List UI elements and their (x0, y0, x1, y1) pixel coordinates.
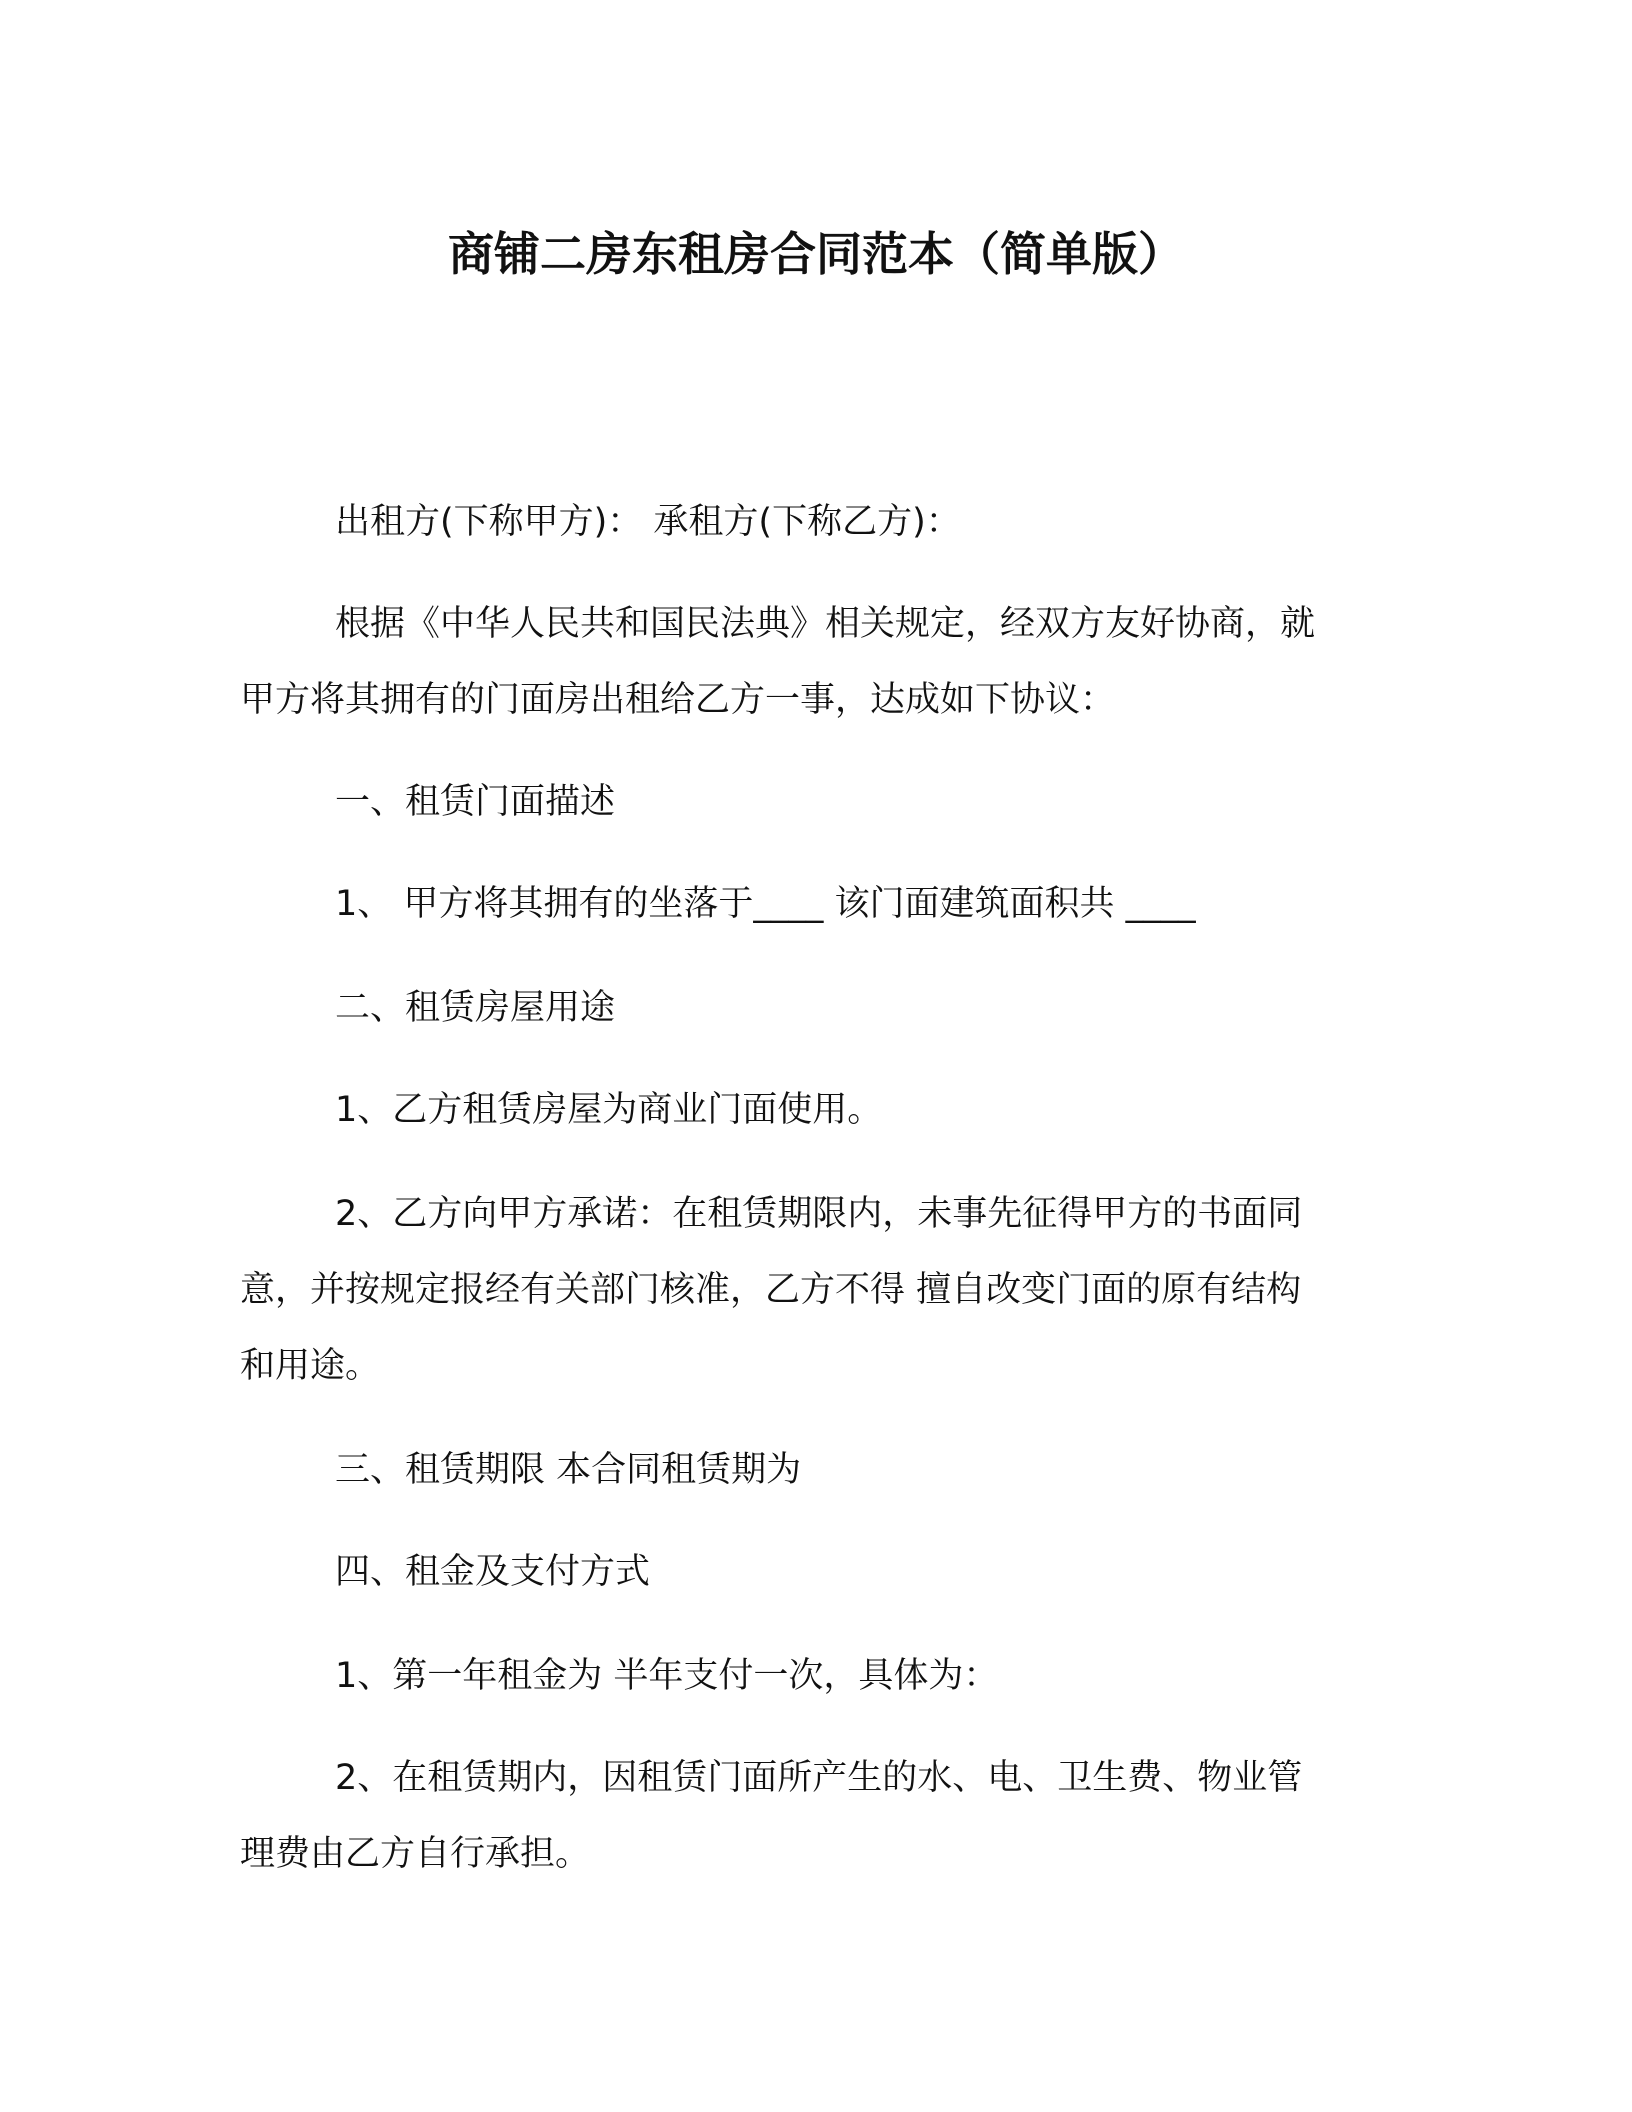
section-heading-1 (240, 764, 1380, 840)
text-line: 二、租赁房屋用途 (335, 988, 616, 1028)
text-line: 一、租赁门面描述 (335, 782, 616, 822)
text-line: 理费由乙方自行承担。 (240, 1834, 591, 1874)
document-title: 商铺二房东租房合同范本（简单版） (448, 227, 1184, 281)
clause-2-1 (240, 1072, 1380, 1148)
text-line: 根据《中华人民共和国民法典》相关规定，经双方友好协商，就 (335, 604, 1316, 644)
text-line: 2、在租赁期内，因租赁门面所产生的水、电、卫生费、物业管 (335, 1758, 1303, 1798)
text-line: 出租方(下称甲方)： 承租方(下称乙方)： (335, 502, 961, 542)
clause-4-2 (240, 1740, 1380, 1892)
parties-line (240, 484, 1380, 560)
section-heading-2 (240, 970, 1380, 1046)
clause-2-2 (240, 1176, 1380, 1404)
clause-4-1 (240, 1638, 1380, 1714)
text-line: 四、租金及支付方式 (335, 1552, 651, 1592)
section-heading-3 (240, 1432, 1380, 1508)
preamble-paragraph (240, 586, 1380, 738)
text-line: 1、 甲方将其拥有的坐落于____ 该门面建筑面积共 ____ (335, 884, 1196, 924)
text-line: 2、乙方向甲方承诺：在租赁期限内，未事先征得甲方的书面同 (335, 1194, 1303, 1234)
text-line: 甲方将其拥有的门面房出租给乙方一事，达成如下协议： (240, 680, 1116, 720)
text-line: 三、租赁期限 本合同租赁期为 (335, 1450, 802, 1490)
clause-1-1 (240, 866, 1380, 942)
section-heading-4 (240, 1534, 1380, 1610)
text-line: 1、乙方租赁房屋为商业门面使用。 (335, 1090, 883, 1130)
text-line: 1、第一年租金为 半年支付一次，具体为： (335, 1656, 999, 1696)
text-line: 和用途。 (240, 1346, 381, 1386)
text-line: 意，并按规定报经有关部门核准，乙方不得 擅自改变门面的原有结构 (240, 1270, 1302, 1310)
